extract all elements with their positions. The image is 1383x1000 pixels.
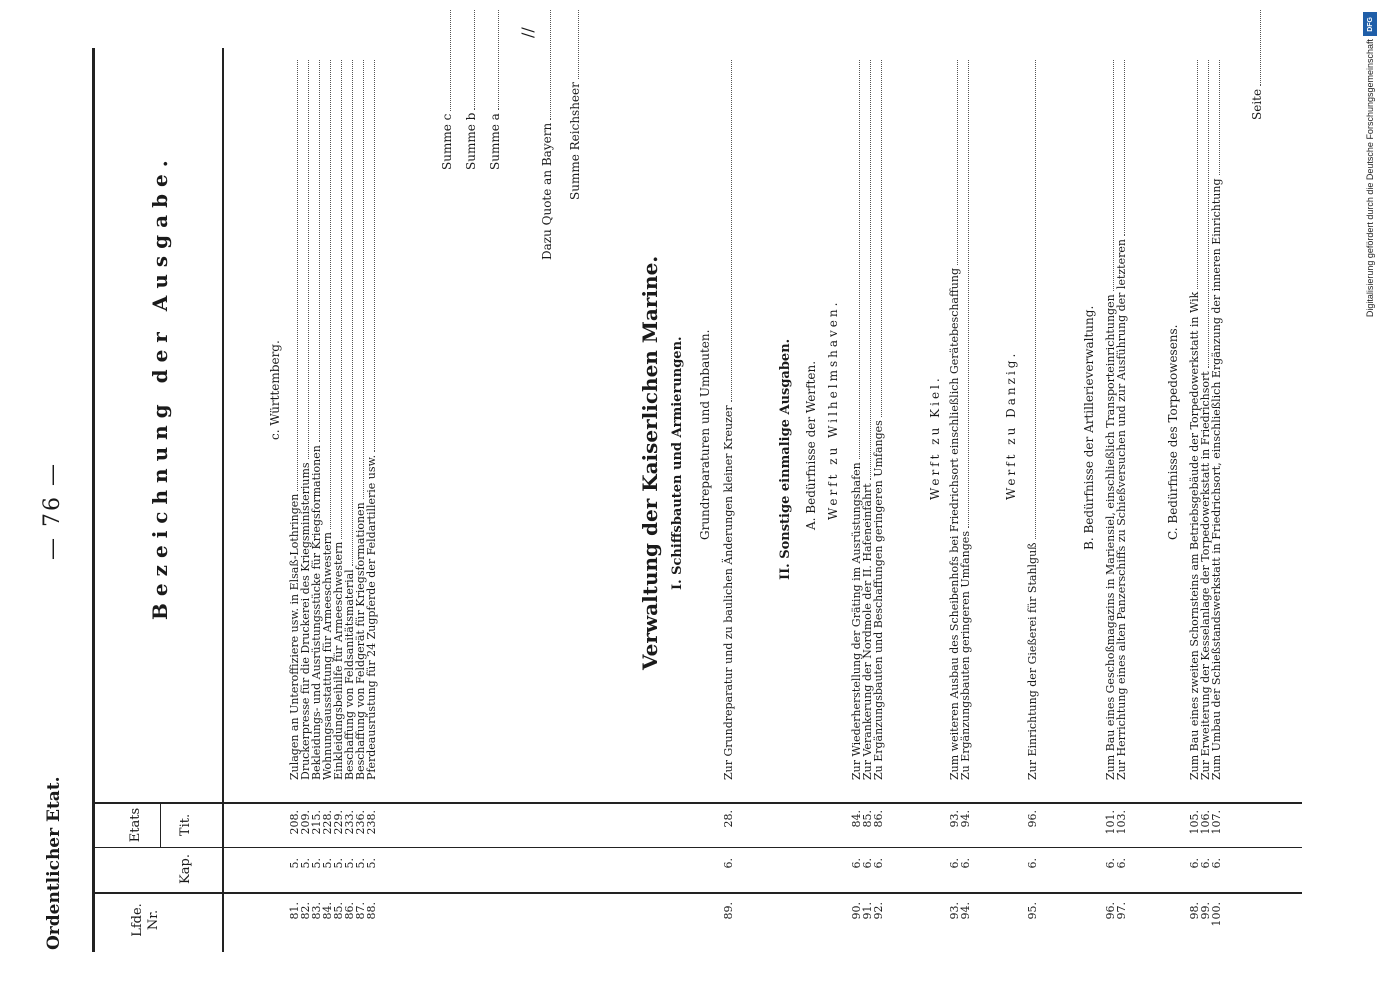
table-row bbox=[345, 0, 355, 1000]
row-kap: 5. bbox=[365, 858, 378, 869]
row-desc: Druckerpresse für die Druckerei des Kriegsministeriums bbox=[299, 462, 312, 780]
section-wuerttemberg: c. Württemberg. bbox=[268, 340, 282, 440]
section-artillerie: B. Bedürfnisse der Artillerieverwaltung. bbox=[1082, 305, 1096, 550]
table-row bbox=[312, 0, 322, 1000]
row-tit: 106. bbox=[1199, 810, 1212, 835]
sum-b-label: Summe b bbox=[464, 112, 478, 170]
row-kap: 6. bbox=[850, 858, 863, 869]
row-nr: 82. bbox=[299, 902, 312, 920]
col-header-bezeichnung: Bezeichnung der Ausgabe. bbox=[148, 153, 172, 620]
row-tit: 233. bbox=[343, 810, 356, 835]
row-desc: Wohnungsausstattung für Armeeschwestern bbox=[321, 532, 334, 780]
row-kap: 6. bbox=[722, 858, 735, 869]
row-desc: Beschaffung von Feldgerät für Kriegsformationen bbox=[354, 502, 367, 780]
table-row bbox=[874, 0, 884, 1000]
table-row bbox=[323, 0, 333, 1000]
row-nr: 83. bbox=[310, 902, 323, 920]
row-tit: 28. bbox=[722, 810, 735, 828]
section-torpedo: C. Bedürfnisse des Torpedowesens. bbox=[1166, 324, 1180, 540]
row-desc: Zur Herrichtung eines alten Panzerschiffs zu Schießversuchen und zur Ausführung der letzteren bbox=[1115, 239, 1128, 780]
col-header-tit: Tit. bbox=[178, 813, 193, 837]
row-nr: 89. bbox=[722, 902, 735, 920]
row-tit: 229. bbox=[332, 810, 345, 835]
section-beduerfnisse-werften: A. Bedürfnisse der Werften. bbox=[804, 360, 818, 530]
page-header-title: Ordentlicher Etat. bbox=[44, 776, 64, 950]
row-nr: 87. bbox=[354, 902, 367, 920]
row-kap: 5. bbox=[288, 858, 301, 869]
row-desc: Zu Ergänzungsbauten geringeren Umfanges bbox=[959, 531, 972, 780]
section-werft-danzig: Werft zu Danzig. bbox=[1004, 350, 1018, 500]
row-tit: 93. bbox=[948, 810, 961, 828]
row-tit: 86. bbox=[872, 810, 885, 828]
row-tit: 228. bbox=[321, 810, 334, 835]
row-desc: Zum Bau eines zweiten Schornsteins am Betriebsgebäude der Torpedowerkstatt in Wik bbox=[1188, 291, 1201, 780]
row-tit: 96. bbox=[1026, 810, 1039, 828]
row-nr: 96. bbox=[1104, 902, 1117, 920]
header-bottom-rule bbox=[222, 48, 224, 952]
digitization-note bbox=[1362, 12, 1378, 392]
row-tit: 236. bbox=[354, 810, 367, 835]
section-marine: Verwaltung der Kaiserlichen Marine. bbox=[638, 255, 662, 670]
sum-b-row bbox=[464, 10, 478, 170]
row-desc: Zum Bau eines Geschoßmagazins in Mariensiel, einschließlich Transporteinrichtungen bbox=[1104, 294, 1117, 780]
row-desc: Einkleidungsbeihilfe für Armeeschwestern bbox=[332, 541, 345, 780]
col-header-kap: Kap. bbox=[178, 854, 193, 884]
row-tit: 107. bbox=[1210, 810, 1223, 835]
dfg-logo: DFG bbox=[1363, 12, 1377, 36]
quote-bayern-label: Dazu Quote an Bayern bbox=[540, 122, 554, 260]
row-tit: 101. bbox=[1104, 810, 1117, 835]
row-kap: 5. bbox=[343, 858, 356, 869]
double-slash-mark: // bbox=[518, 27, 537, 38]
row-kap: 6. bbox=[1026, 858, 1039, 869]
table-row bbox=[367, 0, 377, 1000]
col-header-lfd-nr: Lfde. Nr. bbox=[130, 903, 161, 937]
row-desc: Zur Wiederherstellung der Gräting im Ausrüstungshafen bbox=[850, 462, 863, 780]
row-kap: 5. bbox=[354, 858, 367, 869]
row-desc: Zulagen an Unteroffiziere usw. in Elsaß-Lothringen bbox=[288, 493, 301, 780]
seite-row bbox=[1250, 10, 1264, 120]
row-nr: 98. bbox=[1188, 902, 1201, 920]
row-kap: 6. bbox=[948, 858, 961, 869]
row-kap: 6. bbox=[959, 858, 972, 869]
row-tit: 94. bbox=[959, 810, 972, 828]
row-tit: 209. bbox=[299, 810, 312, 835]
sum-a-row bbox=[488, 10, 502, 170]
sum-a-label: Summe a bbox=[488, 113, 502, 170]
row-desc: Zur Grundreparatur und zu baulichen Änderungen kleiner Kreuzer bbox=[722, 405, 735, 780]
row-nr: 97. bbox=[1115, 902, 1128, 920]
row-kap: 5. bbox=[321, 858, 334, 869]
table-row bbox=[950, 0, 960, 1000]
table-row bbox=[334, 0, 344, 1000]
row-nr: 86. bbox=[343, 902, 356, 920]
table-row bbox=[1028, 0, 1038, 1000]
row-desc: Pferdeausrüstung für 24 Zugpferde der Feldartillerie usw. bbox=[365, 454, 378, 780]
row-desc: Zum weiteren Ausbau des Scheibenhofs bei Friedrichsort einschließlich Gerätebeschaffung bbox=[948, 267, 961, 780]
row-kap: 6. bbox=[1199, 858, 1212, 869]
row-kap: 6. bbox=[1104, 858, 1117, 869]
col-header-etats: Etats bbox=[128, 807, 143, 843]
digitization-note-text: Digitalisierung gefördert durch die Deutsche Forschungsgemeinschaft bbox=[1365, 39, 1375, 318]
sum-c-label: Summe c bbox=[440, 113, 454, 170]
row-nr: 100. bbox=[1210, 902, 1223, 927]
section-werft-wilhelmshaven: Werft zu Wilhelmshaven. bbox=[826, 299, 840, 520]
row-nr: 85. bbox=[332, 902, 345, 920]
row-kap: 6. bbox=[872, 858, 885, 869]
table-row bbox=[724, 0, 734, 1000]
row-desc: Zu Ergänzungsbauten und Beschaffungen geringeren Umfanges bbox=[872, 420, 885, 780]
row-nr: 92. bbox=[872, 902, 885, 920]
table-row bbox=[961, 0, 971, 1000]
row-nr: 99. bbox=[1199, 902, 1212, 920]
row-nr: 94. bbox=[959, 902, 972, 920]
row-nr: 81. bbox=[288, 902, 301, 920]
row-tit: 105. bbox=[1188, 810, 1201, 835]
row-desc: Zur Erweiterung der Kesselanlage der Torpedowerkstatt in Friedrichsort bbox=[1199, 371, 1212, 780]
row-nr: 84. bbox=[321, 902, 334, 920]
row-kap: 6. bbox=[1115, 858, 1128, 869]
row-desc: Bekleidungs- und Ausrüstungsstücke für Kriegsformationen bbox=[310, 445, 323, 780]
page-number: — 76 — bbox=[40, 462, 65, 560]
row-nr: 93. bbox=[948, 902, 961, 920]
table-row bbox=[1212, 0, 1222, 1000]
etats-subrule bbox=[160, 804, 161, 848]
section-werft-kiel: Werft zu Kiel. bbox=[928, 375, 942, 500]
top-rule bbox=[92, 48, 95, 952]
row-nr: 88. bbox=[365, 902, 378, 920]
row-kap: 5. bbox=[310, 858, 323, 869]
row-tit: 215. bbox=[310, 810, 323, 835]
row-nr: 90. bbox=[850, 902, 863, 920]
row-tit: 85. bbox=[861, 810, 874, 828]
row-tit: 84. bbox=[850, 810, 863, 828]
row-kap: 6. bbox=[1188, 858, 1201, 869]
quote-bayern-row bbox=[540, 10, 554, 260]
row-desc: Zur Verankerung der Nordmole der II. Hafeneinfahrt bbox=[861, 483, 874, 780]
section-grundreparaturen: Grundreparaturen und Umbauten. bbox=[698, 329, 712, 540]
row-nr: 91. bbox=[861, 902, 874, 920]
sum-reichsheer-row bbox=[568, 10, 582, 200]
table-row bbox=[1117, 0, 1127, 1000]
row-desc: Zum Umbau der Schießstandswerkstatt in Friedrichsort, einschließlich Ergänzung der inneren Einrichtung bbox=[1210, 178, 1223, 780]
row-tit: 103. bbox=[1115, 810, 1128, 835]
section-sonstige: II. Sonstige einmalige Ausgaben. bbox=[778, 338, 793, 580]
row-desc: Zur Einrichtung der Gießerei für Stahlguß bbox=[1026, 542, 1039, 780]
row-kap: 5. bbox=[299, 858, 312, 869]
row-kap: 5. bbox=[332, 858, 345, 869]
row-kap: 6. bbox=[861, 858, 874, 869]
row-tit: 208. bbox=[288, 810, 301, 835]
row-desc: Beschaffung von Feldsanitätsmaterial bbox=[343, 569, 356, 780]
row-kap: 6. bbox=[1210, 858, 1223, 869]
section-schiffsbauten: I. Schiffsbauten und Armierungen. bbox=[670, 336, 685, 590]
seite-label: Seite bbox=[1250, 88, 1264, 120]
sum-reichsheer-label: Summe Reichsheer bbox=[568, 82, 582, 200]
sum-c-row bbox=[440, 10, 454, 170]
row-tit: 238. bbox=[365, 810, 378, 835]
row-nr: 95. bbox=[1026, 902, 1039, 920]
